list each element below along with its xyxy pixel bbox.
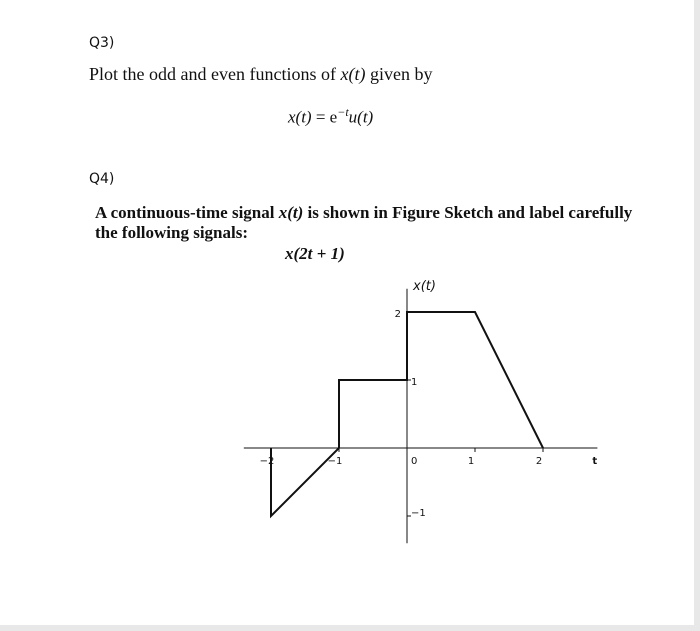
q4-label: Q4) <box>89 171 115 187</box>
q3-formula-eq: = e <box>311 107 338 127</box>
x-tick-label: 0 <box>411 456 418 467</box>
chart-title: x(t) <box>413 278 436 294</box>
q3-formula-lhs: x(t) <box>288 107 312 127</box>
chart-axes <box>244 289 598 543</box>
q3-prompt-before: Plot the odd and even functions of <box>89 64 341 84</box>
q3-prompt-after: given by <box>365 64 433 84</box>
chart-ticks <box>260 309 543 519</box>
q3-label: Q3) <box>89 35 115 51</box>
x-tick-label: −1 <box>327 456 343 467</box>
q3-formula-rhs: u(t) <box>348 107 374 127</box>
q3-formula-exp: −t <box>337 105 349 119</box>
q3-prompt-var: x(t) <box>340 64 366 84</box>
q4-signal: x(2t + 1) <box>285 244 345 263</box>
x-tick-label: 1 <box>467 456 475 467</box>
q4-prompt-var: x(t) <box>278 203 304 222</box>
x-tick-label: −2 <box>259 456 275 467</box>
x-axis-label: t <box>592 456 598 467</box>
q4-prompt-after: is shown in Figure Sketch and label carefully the following signals: <box>95 203 633 242</box>
y-tick-label: 1 <box>411 377 418 388</box>
y-tick-label: −1 <box>411 508 426 519</box>
y-tick-label: 2 <box>394 309 401 320</box>
q4-prompt-before: A continuous-time signal <box>95 203 279 222</box>
x-tick-label: 2 <box>535 456 543 467</box>
